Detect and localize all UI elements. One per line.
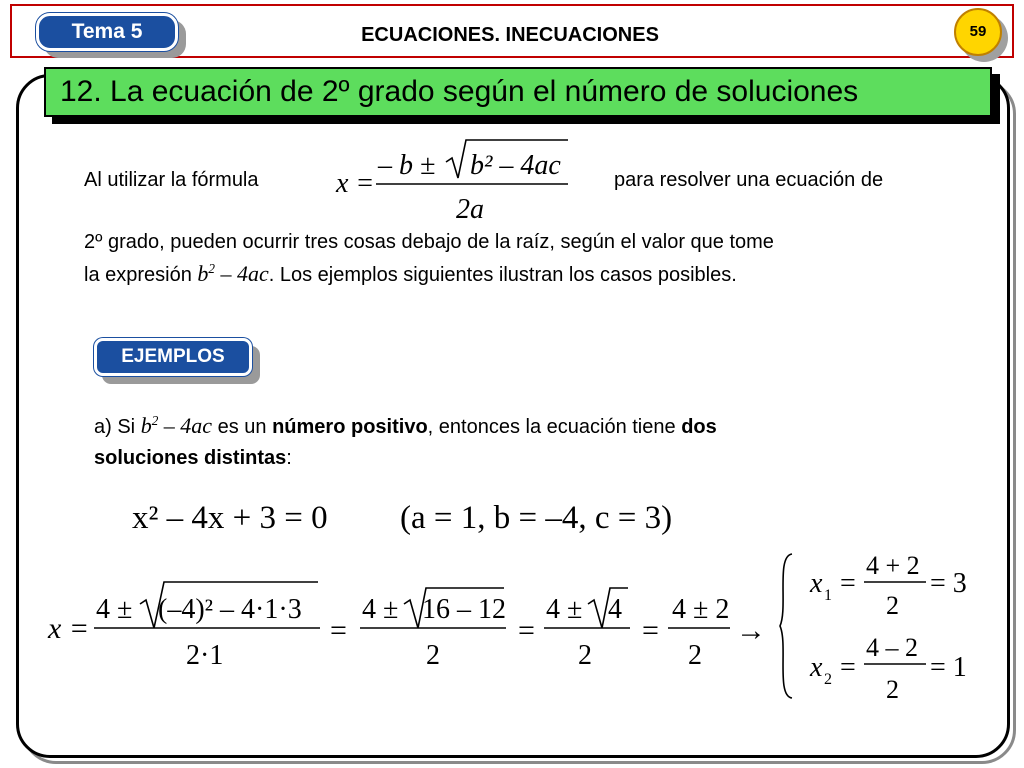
step4-equals: = (642, 614, 659, 647)
example-equation: x² – 4x + 3 = 0 (132, 500, 328, 536)
step3-num-a: 4 ± (546, 594, 583, 625)
step4-denominator: 2 (688, 640, 702, 671)
x1-denominator: 2 (886, 591, 899, 620)
x1-subscript: 1 (824, 587, 832, 604)
example-coefficients: (a = 1, b = –4, c = 3) (400, 500, 673, 536)
intro-line2: 2º grado, pueden ocurrir tres cosas debajo de la raíz, según el valor que tome (84, 231, 774, 253)
formula-denominator: 2a (456, 194, 484, 225)
formula-radicand: b² – 4ac (470, 150, 561, 181)
step1-lhs: x = (48, 612, 90, 645)
solution-steps (40, 548, 1000, 718)
step3-radicand: 4 (608, 594, 622, 625)
section-title: 12. La ecuación de 2º grado según el número de soluciones (44, 67, 992, 117)
x1-numerator: 4 + 2 (866, 551, 920, 580)
formula-neg-b: – b ± (378, 150, 436, 181)
step1-denominator: 2·1 (186, 640, 224, 671)
step1-radicand: (–4)² – 4·1·3 (158, 594, 302, 625)
implies-arrow-icon: → (736, 614, 766, 647)
x2-numerator: 4 – 2 (866, 633, 918, 662)
brace-icon (780, 554, 792, 698)
examples-badge: EJEMPLOS (94, 338, 252, 376)
x2-equals: = (840, 652, 856, 683)
x2-subscript: 2 (824, 671, 832, 688)
step2-equals: = (330, 614, 347, 647)
step2-radicand: 16 – 12 (422, 594, 506, 625)
x1-label: x (810, 568, 823, 599)
x2-denominator: 2 (886, 675, 899, 704)
step1-num-a: 4 ± (96, 594, 133, 625)
formula-lhs: x = (336, 168, 375, 199)
discriminant-expression: $b^2 - 4ac$ (197, 261, 269, 286)
case-a-line1: a) Si $b^2 - 4ac$ es un número positivo, entonces la ecuación tiene dos (94, 413, 717, 438)
step3-denominator: 2 (578, 640, 592, 671)
page-number-badge: 59 (954, 8, 1002, 56)
step3-equals: = (518, 614, 535, 647)
x2-label: x (810, 652, 823, 683)
case-a-discriminant: $b^2 - 4ac$ (140, 413, 213, 438)
step2-num-a: 4 ± (362, 594, 399, 625)
x1-equals: = (840, 568, 856, 599)
intro-line3: la expresión $b^2 - 4ac$. Los ejemplos siguientes ilustran los casos posibles. (84, 261, 737, 286)
x1-value: = 3 (930, 568, 967, 599)
tema-badge: Tema 5 (36, 13, 178, 51)
step2-denominator: 2 (426, 640, 440, 671)
x2-value: = 1 (930, 652, 967, 683)
step4-numerator: 4 ± 2 (672, 594, 730, 625)
intro-after-formula: para resolver una ecuación de (614, 169, 884, 191)
header-title: ECUACIONES. INECUACIONES (361, 24, 659, 46)
quadratic-formula (328, 132, 578, 228)
intro-before-formula: Al utilizar la fórmula (84, 169, 259, 191)
case-a-line2: soluciones distintas: (94, 447, 292, 469)
